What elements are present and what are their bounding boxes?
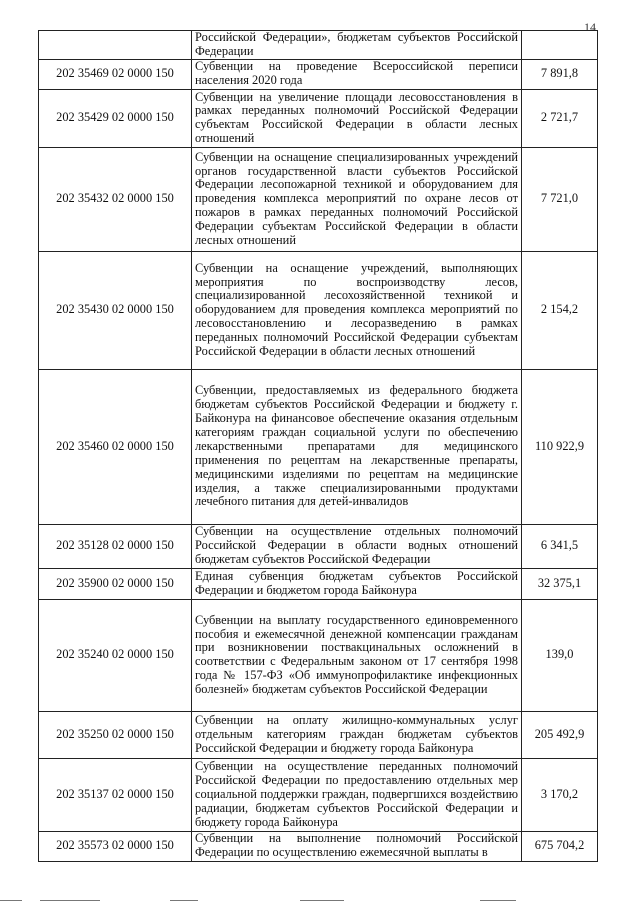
budget-code-cell: 202 35137 02 0000 150 [39,758,192,831]
amount-cell [522,31,598,60]
description-cell: Субвенции на выплату государственного единовременного пособия и ежемесячной денежной компенсации гражданам при возникновении поствакцинальных осложнений в соответствии с Федеральным законом от 17 сентября 1998 года № 157-ФЗ «Об иммунопрофилактике инфекционных болезней» бюджетам субъектов Российской Федерации [192,599,522,711]
budget-code-cell: 202 35432 02 0000 150 [39,147,192,251]
amount-cell: 6 341,5 [522,524,598,568]
table-row [39,524,598,568]
budget-code-cell: 202 35250 02 0000 150 [39,711,192,758]
budget-code-cell [39,31,192,60]
budget-code-cell: 202 35430 02 0000 150 [39,251,192,369]
table-row [39,369,598,524]
table-row [39,251,598,369]
description-cell: Субвенции на осуществление переданных полномочий Российской Федерации по предоставлению отдельных мер социальной поддержки граждан, подвергшихся воздействию радиации, бюджетам субъектов Российской Федерации и бюджету города Байконура [192,758,522,831]
table-row-partial [39,831,598,861]
budget-code-cell: 202 35429 02 0000 150 [39,89,192,147]
description-cell: Единая субвенция бюджетам субъектов Российской Федерации и бюджетом города Байконура [192,568,522,599]
table-row [39,59,598,89]
table-row [39,711,598,758]
description-cell: Субвенции на оснащение учреждений, выполняющих мероприятия по воспроизводству лесов, специализированной лесохозяйственной техникой и оборудованием для проведения комплекса мероприятий по лесовосстановлению и лесоразведению в рамках переданных полномочий Российской Федерации субъектам Российской Федерации в области лесных отношений [192,251,522,369]
page-number: 14 [584,20,596,34]
scan-edge-marks [0,896,640,905]
amount-cell: 675 704,2 [522,831,598,861]
table-row [39,568,598,599]
description-cell [192,831,522,861]
amount-cell: 110 922,9 [522,369,598,524]
amount-cell: 32 375,1 [522,568,598,599]
amount-cell: 3 170,2 [522,758,598,831]
description-cell: Субвенции на оснащение специализированных учреждений органов государственной власти субъектов Российской Федерации лесопожарной техникой и оборудованием для проведения комплекса мероприятий по охране лесов от пожаров в рамках переданных полномочий Российской Федерации субъектам Российской Федерации в области лесных отношений [192,147,522,251]
description-cell: Субвенции на проведение Всероссийской переписи населения 2020 года [192,59,522,89]
table-row [39,758,598,831]
description-cell: Субвенции на осуществление отдельных полномочий Российской Федерации в области водных отношений бюджетам субъектов Российской Федерации [192,524,522,568]
description-cell: Субвенции на увеличение площади лесовосстановления в рамках переданных полномочий Российской Федерации субъектам Российской Федерации в области лесных отношений [192,89,522,147]
budget-code-cell: 202 35900 02 0000 150 [39,568,192,599]
table-row [39,147,598,251]
amount-cell: 139,0 [522,599,598,711]
budget-code-cell: 202 35128 02 0000 150 [39,524,192,568]
budget-table [38,30,598,862]
budget-code-cell: 202 35469 02 0000 150 [39,59,192,89]
description-cell: Российской Федерации», бюджетам субъектов Российской Федерации [192,31,522,60]
table-row [39,89,598,147]
amount-cell: 7 891,8 [522,59,598,89]
description-cell: Субвенции, предоставляемых из федерального бюджета бюджетам субъектов Российской Федерации и бюджету г. Байконура на финансовое обеспечение оказания отдельным категориям граждан социальной услуги по обеспечению лекарственными препаратами для медицинского применения по рецептам на лекарственные препараты, медицинскими изделиями по рецептам на медицинские изделия, а также специализированными продуктами лечебного питания для детей-инвалидов [192,369,522,524]
amount-cell: 7 721,0 [522,147,598,251]
budget-code-cell: 202 35460 02 0000 150 [39,369,192,524]
amount-cell: 2 154,2 [522,251,598,369]
description-cell: Субвенции на оплату жилищно-коммунальных услуг отдельным категориям граждан бюджетам субъектов Российской Федерации и бюджету города Байконура [192,711,522,758]
table-row-continuation [39,31,598,60]
budget-code-cell: 202 35573 02 0000 150 [39,831,192,861]
description-text: Субвенции на выполнение полномочий Российской Федерации по осуществлению ежемесячной выплаты в [195,831,518,859]
amount-cell: 205 492,9 [522,711,598,758]
amount-cell: 2 721,7 [522,89,598,147]
table-row [39,599,598,711]
budget-code-cell: 202 35240 02 0000 150 [39,599,192,711]
